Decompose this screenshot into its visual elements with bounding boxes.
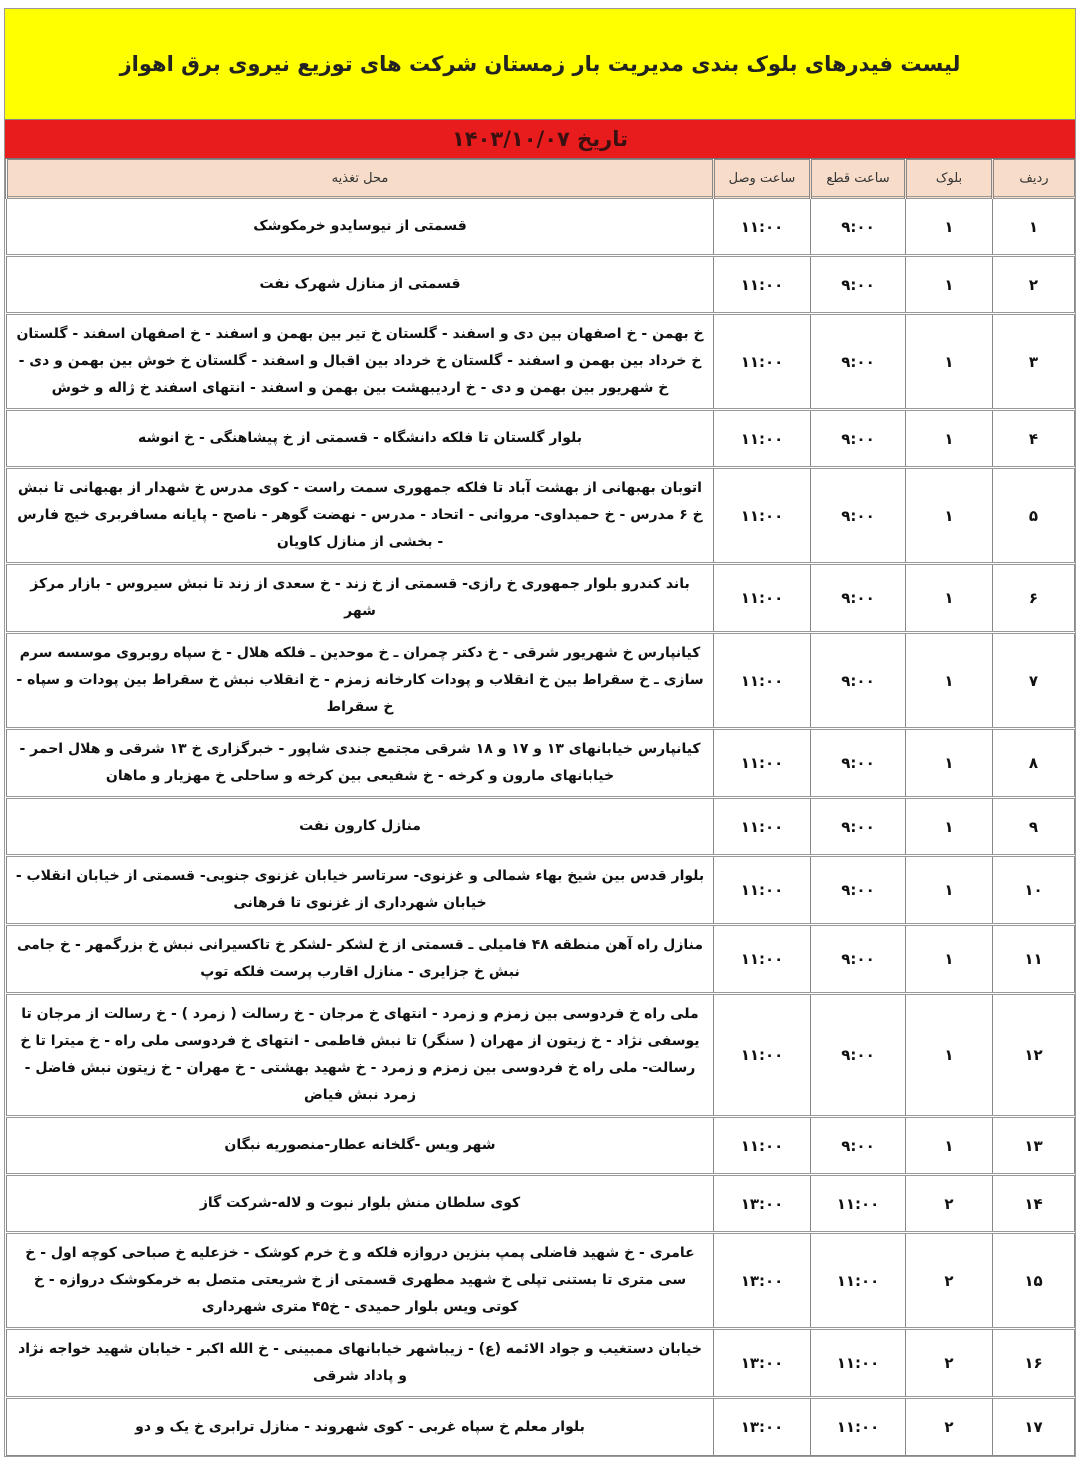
table-row	[7, 314, 1075, 410]
cut-time-cell: ۹:۰۰	[811, 633, 906, 729]
location-cell: بلوار قدس بین شیخ بهاء شمالی و غزنوی- سرتاسر خیابان غزنوی جنوبی- قسمتی از خیابان انقلاب - خیابان شهرداری از غزنوی تا فرهانی	[7, 856, 714, 925]
table-row	[7, 256, 1075, 314]
block-cell: ۱	[906, 468, 993, 564]
connect-time-cell: ۱۱:۰۰	[714, 198, 811, 256]
location-cell: کیانپارس خ شهریور شرقی - خ دکتر چمران ـ خ موحدین ـ فلکه هلال - خ سپاه روبروی موسسه سرم سازی ـ خ سقراط بین خ انقلاب و پودات کارخانه زمزم - خ انقلاب نبش خ سقراط بین پودات و سپاه - خ سقراط	[7, 633, 714, 729]
block-cell: ۱	[906, 798, 993, 856]
header-connect-time: ساعت وصل	[714, 160, 811, 198]
block-cell: ۱	[906, 564, 993, 633]
table-row	[7, 1233, 1075, 1329]
header-row-number: ردیف	[993, 160, 1075, 198]
row-number-cell: ۱۱	[993, 925, 1075, 994]
document-sheet	[4, 8, 1076, 1457]
row-number-cell: ۸	[993, 729, 1075, 798]
row-number-cell: ۱۷	[993, 1398, 1075, 1456]
cut-time-cell: ۹:۰۰	[811, 994, 906, 1117]
location-cell: قسمتی از نیوسایدو خرمکوشک	[7, 198, 714, 256]
connect-time-cell: ۱۱:۰۰	[714, 729, 811, 798]
block-cell: ۱	[906, 856, 993, 925]
table-row	[7, 198, 1075, 256]
block-cell: ۲	[906, 1175, 993, 1233]
connect-time-cell: ۱۳:۰۰	[714, 1233, 811, 1329]
cut-time-cell: ۱۱:۰۰	[811, 1398, 906, 1456]
location-cell: باند کندرو بلوار جمهوری خ رازی- قسمتی از خ زند - خ سعدی از زند تا نبش سیروس - بازار مرکز شهر	[7, 564, 714, 633]
location-cell: قسمتی از منازل شهرک نفت	[7, 256, 714, 314]
block-cell: ۱	[906, 410, 993, 468]
connect-time-cell: ۱۳:۰۰	[714, 1329, 811, 1398]
connect-time-cell: ۱۱:۰۰	[714, 798, 811, 856]
cut-time-cell: ۹:۰۰	[811, 798, 906, 856]
connect-time-cell: ۱۱:۰۰	[714, 1117, 811, 1175]
date-line: تاریخ ۱۴۰۳/۱۰/۰۷	[5, 120, 1075, 159]
table-header-row	[7, 160, 1075, 198]
row-number-cell: ۱۶	[993, 1329, 1075, 1398]
connect-time-cell: ۱۱:۰۰	[714, 925, 811, 994]
connect-time-cell: ۱۱:۰۰	[714, 856, 811, 925]
location-cell: منازل راه آهن منطقه ۴۸ فامیلی ـ قسمتی از خ لشکر -لشکر خ تاکسیرانی نبش خ بزرگمهر - خ جامی نبش خ جزایری - منازل اقارب پرست فلکه توپ	[7, 925, 714, 994]
cut-time-cell: ۹:۰۰	[811, 729, 906, 798]
location-cell: بلوار معلم خ سپاه غربی - کوی شهروند - منازل ترابری خ یک و دو	[7, 1398, 714, 1456]
location-cell: اتوبان بهبهانی از بهشت آباد تا فلکه جمهوری سمت راست - کوی مدرس خ شهدار از بهبهانی تا نبش خ ۶ مدرس - خ حمیداوی- مروانی - اتحاد - مدرس - نهضت گوهر - ناصح - پایانه مسافربری خیج فارس - بخشی از منازل کاویان	[7, 468, 714, 564]
block-cell: ۱	[906, 256, 993, 314]
connect-time-cell: ۱۱:۰۰	[714, 410, 811, 468]
table-row	[7, 468, 1075, 564]
location-cell: کیانپارس خیابانهای ۱۳ و ۱۷ و ۱۸ شرقی مجتمع جندی شاپور - خبرگزاری خ ۱۳ شرقی و هلال احمر - خیابانهای مارون و کرخه - خ شفیعی بین کرخه و ساحلی خ مهزیار و ماهان	[7, 729, 714, 798]
cut-time-cell: ۹:۰۰	[811, 198, 906, 256]
table-row	[7, 994, 1075, 1117]
location-cell: بلوار گلستان تا فلکه دانشگاه - قسمتی از خ پیشاهنگی - خ انوشه	[7, 410, 714, 468]
row-number-cell: ۲	[993, 256, 1075, 314]
table-row	[7, 410, 1075, 468]
row-number-cell: ۱۳	[993, 1117, 1075, 1175]
location-cell: شهر ویس -گلخانه عطار-منصوریه نبگان	[7, 1117, 714, 1175]
connect-time-cell: ۱۱:۰۰	[714, 633, 811, 729]
row-number-cell: ۳	[993, 314, 1075, 410]
row-number-cell: ۷	[993, 633, 1075, 729]
connect-time-cell: ۱۱:۰۰	[714, 256, 811, 314]
location-cell: منازل کارون نفت	[7, 798, 714, 856]
cut-time-cell: ۱۱:۰۰	[811, 1233, 906, 1329]
block-cell: ۱	[906, 198, 993, 256]
table-row	[7, 1329, 1075, 1398]
cut-time-cell: ۹:۰۰	[811, 1117, 906, 1175]
header-location: محل تغذیه	[7, 160, 714, 198]
header-block: بلوک	[906, 160, 993, 198]
row-number-cell: ۱۰	[993, 856, 1075, 925]
block-cell: ۱	[906, 633, 993, 729]
location-cell: خیابان دستغیب و جواد الائمه (ع) - زیباشهر خیابانهای ممبینی - خ الله اکبر - خیابان شهید خواجه نژاد و پاداد شرقی	[7, 1329, 714, 1398]
cut-time-cell: ۱۱:۰۰	[811, 1175, 906, 1233]
row-number-cell: ۱۴	[993, 1175, 1075, 1233]
block-cell: ۲	[906, 1398, 993, 1456]
document-title: لیست فیدرهای بلوک بندی مدیریت بار زمستان شرکت های توزیع نیروی برق اهواز	[5, 9, 1075, 120]
connect-time-cell: ۱۳:۰۰	[714, 1175, 811, 1233]
location-cell: خ بهمن - خ اصفهان بین دی و اسفند - گلستان خ تیر بین بهمن و اسفند - خ اصفهان اسفند - گلستان خ خرداد بین بهمن و اسفند - گلستان خ خرداد بین اقبال و اسفند - گلستان خ خوش بین بهمن و دی - خ شهریور بین بهمن و دی - خ اردیبهشت بین بهمن و اسفند - انتهای اسفند خ ژاله و خوش	[7, 314, 714, 410]
row-number-cell: ۵	[993, 468, 1075, 564]
header-cut-time: ساعت قطع	[811, 160, 906, 198]
table-row	[7, 633, 1075, 729]
row-number-cell: ۱۵	[993, 1233, 1075, 1329]
table-row	[7, 564, 1075, 633]
table-row	[7, 729, 1075, 798]
table-row	[7, 1175, 1075, 1233]
row-number-cell: ۱	[993, 198, 1075, 256]
row-number-cell: ۹	[993, 798, 1075, 856]
table-row	[7, 925, 1075, 994]
row-number-cell: ۴	[993, 410, 1075, 468]
block-cell: ۱	[906, 925, 993, 994]
table-body	[7, 198, 1075, 1456]
connect-time-cell: ۱۱:۰۰	[714, 564, 811, 633]
block-cell: ۱	[906, 314, 993, 410]
location-cell: کوی سلطان منش بلوار نبوت و لاله-شرکت گاز	[7, 1175, 714, 1233]
cut-time-cell: ۹:۰۰	[811, 314, 906, 410]
location-cell: ملی راه خ فردوسی بین زمزم و زمرد - انتهای خ مرجان - خ رسالت ( زمرد ) - خ رسالت از مرجان تا یوسفی نژاد - خ زیتون از مهران ( سنگر) تا نبش فاطمی - انتهای خ فردوسی ملی راه - خ میترا تا خ رسالت- ملی راه خ فردوسی بین زمزم و زمرد - خ شهید بهشتی - خ مهران - خ زیتون نبش فاضل - زمرد نبش فیاض	[7, 994, 714, 1117]
connect-time-cell: ۱۱:۰۰	[714, 314, 811, 410]
block-cell: ۱	[906, 729, 993, 798]
cut-time-cell: ۹:۰۰	[811, 925, 906, 994]
block-cell: ۱	[906, 1117, 993, 1175]
cut-time-cell: ۹:۰۰	[811, 256, 906, 314]
connect-time-cell: ۱۱:۰۰	[714, 468, 811, 564]
cut-time-cell: ۹:۰۰	[811, 410, 906, 468]
table-row	[7, 1117, 1075, 1175]
cut-time-cell: ۹:۰۰	[811, 856, 906, 925]
connect-time-cell: ۱۱:۰۰	[714, 994, 811, 1117]
cut-time-cell: ۹:۰۰	[811, 564, 906, 633]
row-number-cell: ۶	[993, 564, 1075, 633]
cut-time-cell: ۱۱:۰۰	[811, 1329, 906, 1398]
connect-time-cell: ۱۳:۰۰	[714, 1398, 811, 1456]
block-cell: ۱	[906, 994, 993, 1117]
feeder-table	[5, 159, 1075, 1456]
block-cell: ۲	[906, 1233, 993, 1329]
table-row	[7, 798, 1075, 856]
cut-time-cell: ۹:۰۰	[811, 468, 906, 564]
table-row	[7, 856, 1075, 925]
location-cell: عامری - خ شهید فاضلی پمپ بنزین دروازه فلکه و خ خرم کوشک - خزعلیه خ صباحی کوچه اول - خ سی متری تا بستنی تپلی خ شهید مطهری قسمتی از خ شریعتی متصل به خرمکوشک دروازه - خ کوتی ویس بلوار حمیدی - خ۴۵ متری شهرداری	[7, 1233, 714, 1329]
block-cell: ۲	[906, 1329, 993, 1398]
table-row	[7, 1398, 1075, 1456]
row-number-cell: ۱۲	[993, 994, 1075, 1117]
